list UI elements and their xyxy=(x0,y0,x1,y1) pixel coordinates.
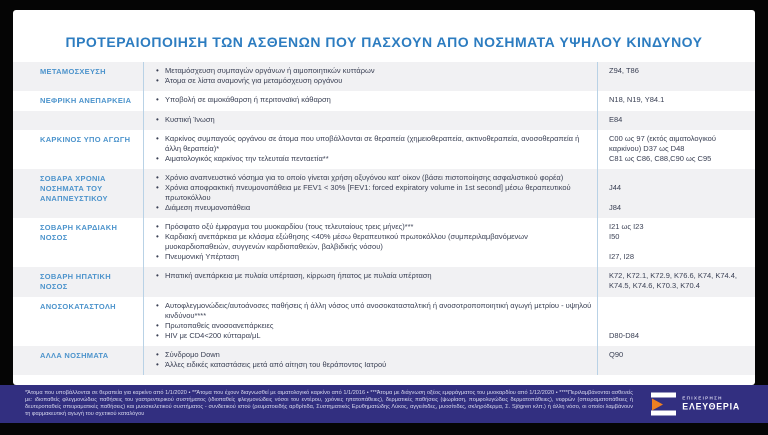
category-label: ΣΟΒΑΡΗ ΚΑΡΔΙΑΚΗ ΝΟΣΟΣ xyxy=(40,223,118,242)
icd-code: I21 ως I23 xyxy=(609,222,644,231)
criterion-item xyxy=(143,95,755,105)
category-label: ΝΕΦΡΙΚΗ ΑΝΕΠΑΡΚΕΙΑ xyxy=(40,96,132,105)
criterion-text: • Ηπατική ανεπάρκεια με πυλαία υπέρταση, κίρρωση ήπατος με πυλαία υπέρταση xyxy=(143,271,597,281)
criterion-item xyxy=(143,222,755,232)
criterion-item xyxy=(143,331,755,341)
criterion-item xyxy=(143,350,755,360)
criterion-text: • Χρόνια αποφρακτική πνευμονοπάθεια με FEV1 < 30% [FEV1: forced expiratory volume in 1st second] μέσω θεραπευτικού πρωτοκόλλου xyxy=(143,183,597,203)
row-items xyxy=(143,350,755,370)
table-row xyxy=(13,91,755,111)
icd-code: K72, K72.1, K72.9, K76.6, K74, K74.4, K74.5, K74.6, K70.3, K70.4 xyxy=(609,271,738,290)
criterion-text: • Χρόνιο αναπνευστικό νόσημα για το οποίο γίνεται χρήση οξυγόνου κατ' οίκον (βάσει πιστοποίησης ασφαλιστικού φορέα) xyxy=(143,173,597,183)
icd-code: C00 ως 97 (εκτός αιματολογικού καρκίνου) D37 ως D48 xyxy=(609,134,716,153)
criterion-text: • Υποβολή σε αιμοκάθαρση ή περιτοναϊκή κάθαρση xyxy=(143,95,597,105)
table-row xyxy=(13,169,755,218)
criterion-text: • Αιματολογικός καρκίνος την τελευταία πενταετία** xyxy=(143,154,597,164)
icd-code: N18, N19, Y84.1 xyxy=(609,95,665,104)
criterion-text: • Καρκίνος συμπαγούς οργάνου σε άτομα που υποβάλλονται σε θεραπεία (χημειοθεραπεία, ακτινοθεραπεία, ανοσοθεραπεία ή άλλη θεραπεία)* xyxy=(143,134,597,154)
criterion-item xyxy=(143,154,755,164)
icd-code: D80-D84 xyxy=(609,331,640,340)
criterion-item xyxy=(143,134,755,154)
row-items xyxy=(143,115,755,125)
table-row xyxy=(13,297,755,346)
row-items xyxy=(143,271,755,292)
column-divider-right xyxy=(597,62,598,375)
criterion-item xyxy=(143,360,755,370)
criterion-item xyxy=(143,115,755,125)
criterion-text: • Πνευμονική Υπέρταση xyxy=(143,252,597,262)
criterion-item xyxy=(143,173,755,183)
criterion-item xyxy=(143,252,755,262)
page-title: ΠΡΟΤΕΡΑΙΟΠΟΙΗΣΗ ΤΩΝ ΑΣΘΕΝΩΝ ΠΟΥ ΠΑΣΧΟΥΝ ΑΠΟ ΝΟΣΗΜΑΤΑ ΥΨΗΛΟΥ ΚΙΝΔΥΝΟΥ xyxy=(65,34,703,50)
icd-code: I27, I28 xyxy=(609,252,635,261)
criterion-text: • Πρωτοπαθείς ανοσοανεπάρκειες xyxy=(143,321,597,331)
criterion-item xyxy=(143,76,755,86)
icd-code: Z94, T86 xyxy=(609,66,639,75)
criterion-item xyxy=(143,321,755,331)
row-items xyxy=(143,134,755,164)
row-items xyxy=(143,301,755,341)
table-row xyxy=(13,267,755,297)
row-items xyxy=(143,95,755,106)
eleftheria-logo xyxy=(651,393,740,416)
priority-table xyxy=(13,62,755,375)
icd-code: Q90 xyxy=(609,350,624,359)
criterion-item xyxy=(143,232,755,252)
criterion-item xyxy=(143,183,755,203)
criterion-text: • Άλλες ειδικές καταστάσεις μετά από αίτηση του θεράποντος Ιατρού xyxy=(143,360,597,370)
category-label: ΚΑΡΚΙΝΟΣ ΥΠΟ ΑΓΩΓΗ xyxy=(40,135,131,144)
logo-wordmark xyxy=(682,397,740,412)
table-row xyxy=(13,218,755,267)
sigma-arrow-icon xyxy=(651,393,676,416)
criterion-text: • Διάμεση πνευμονοπάθεια xyxy=(143,203,597,213)
criterion-text: • Σύνδρομο Down xyxy=(143,350,597,360)
table-row xyxy=(13,62,755,91)
criterion-item xyxy=(143,301,755,321)
row-items xyxy=(143,222,755,262)
table-row xyxy=(13,130,755,169)
criterion-text: • Άτομα σε λίστα αναμονής για μεταμόσχευση οργάνου xyxy=(143,76,597,86)
category-label: ΑΛΛΑ ΝΟΣΗΜΑΤΑ xyxy=(40,351,109,360)
category-label: ΑΝΟΣΟΚΑΤΑΣΤΟΛΗ xyxy=(40,302,116,311)
column-divider-left xyxy=(143,62,144,375)
logo-text-bottom: ΕΛΕΥΘΕΡΙΑ xyxy=(682,401,740,412)
icd-code: E84 xyxy=(609,115,623,124)
criterion-text: • Πρόσφατο οξύ έμφραγμα του μυοκαρδίου (τους τελευταίους τρεις μήνες)*** xyxy=(143,222,597,232)
category-label: ΣΟΒΑΡΗ ΗΠΑΤΙΚΗ ΝΟΣΟΣ xyxy=(40,272,111,291)
icd-code: J44 xyxy=(609,183,622,192)
row-items xyxy=(143,66,755,86)
criterion-text: • Αυτοφλεγμονώδεις/αυτοάνοσες παθήσεις ή άλλη νόσος υπό ανοσοκατασταλτική ή ανοσοτροποποιητική αγωγή μετρίου - υψηλού κινδύνου**** xyxy=(143,301,597,321)
icd-code: C81 ως C86, C88,C90 ως C95 xyxy=(609,154,712,163)
row-items xyxy=(143,173,755,213)
footer-band xyxy=(0,385,768,423)
criterion-text: • HIV με CD4<200 κύτταρα/μL xyxy=(143,331,597,341)
criterion-item xyxy=(143,271,755,291)
category-label xyxy=(13,115,143,125)
criterion-item xyxy=(143,66,755,76)
icd-code: J84 xyxy=(609,203,622,212)
criterion-item xyxy=(143,203,755,213)
table-row xyxy=(13,346,755,375)
category-label: ΣΟΒΑΡΑ ΧΡΟΝΙΑ ΝΟΣΗΜΑΤΑ ΤΟΥ ΑΝΑΠΝΕΥΣΤΙΚΟΥ xyxy=(40,174,108,203)
icd-code: I50 xyxy=(609,232,620,241)
footnotes-text: *Άτομα που υποβάλλονται σε θεραπεία για καρκίνο από 1/1/2020 • **Άτομα που έχουν διαγνωσθεί με αιματολογικό καρκίνο από 1/1/2016 • ***Άτομα με διάγνωση οξέος εμφράγματος του μυοκαρδίου από 1/12/2020 • ****Περιλαμβάνονται ασθενείς με: ιδιοπαθείς φλεγμονώδεις παθήσεις του γαστρεντερικού συστήματος (ιδιοπαθείς φλεγμονώδεις νόσοι του εντέρου, χρόνιες ηπατοπάθειες), δερματικές παθήσεις (ψωρίαση, πομφολυγώδεις δερματοπάθειες), νεφρών (σπειραματοπάθειες ή δευτεροπαθείς σπειραματικές παθήσεις) και μυοσκελετικού συστήματος - συνδετικού ιστού (ρευματοειδής αρθρίτιδα, Συστηματικός Ερυθηματώδης Λύκος, αγγειίτιδες, μυοσίτιδες, σκληρόδερμα, Σ. Sjögren κλπ.) ή άλλη νόσο, οι οποίοι λαμβάνουν τη φαρμακευτική αγωγή του σχετικού καταλόγου xyxy=(25,390,633,417)
criterion-text: • Κυστική Ίνωση xyxy=(143,115,597,125)
criterion-text: • Μεταμόσχευση συμπαγών οργάνων ή αιμοποιητικών κυττάρων xyxy=(143,66,597,76)
table-row xyxy=(13,111,755,130)
logo-text-top: ΕΠΙΧΕΙΡΗΣΗ xyxy=(682,395,723,401)
content-card xyxy=(13,10,755,385)
category-label: ΜΕΤΑΜΟΣΧΕΥΣΗ xyxy=(40,67,106,76)
criterion-text: • Καρδιακή ανεπάρκεια με κλάσμα εξώθησης <40% μέσω θεραπευτικού πρωτοκόλλου (συμπεριλαμβανόμενων μυοκαρδιοπαθειών, συγγενών καρδιοπαθειών, βαλβιδικής νόσου) xyxy=(143,232,597,252)
